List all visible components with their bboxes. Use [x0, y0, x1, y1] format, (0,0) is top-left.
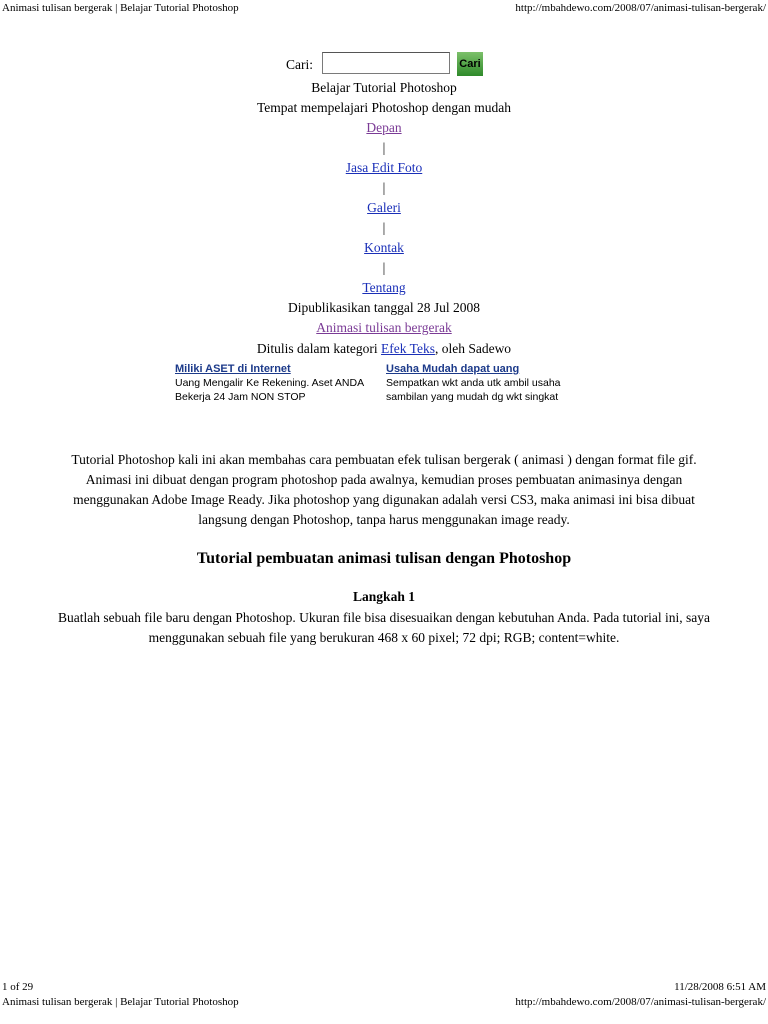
section-heading: Tutorial pembuatan animasi tulisan dengan Photoshop	[196, 550, 572, 567]
page-number: 1 of 29	[2, 981, 34, 993]
ad-text: Uang Mengalir Ke Rekening. Aset ANDA Bekerja 24 Jam NON STOP	[175, 377, 364, 403]
post-intro: Tutorial Photoshop kali ini akan membahas cara pembuatan efek tulisan bergerak ( animasi ) dengan format file gif. Animasi ini dibuat dengan program photoshop pada awalnya, kemudian proses pembuatan animasinya dengan menggunakan Adobe Image Ready. Jika photoshop yang digunakan adalah versi CS3, maka animasi ini bisa dibuat langsung dengan Photoshop, tanpa harus menggunakan image ready.	[71, 452, 697, 527]
search-form	[0, 52, 768, 78]
ad-text: Sempatkan wkt anda utk ambil usaha sambilan yang mudah dg wkt singkat	[386, 377, 561, 403]
search-button[interactable]: Cari	[457, 52, 483, 76]
nav-item-kontak	[0, 240, 768, 256]
post-byline	[0, 341, 768, 357]
site-tagline: Tempat mempelajari Photoshop dengan mudah	[257, 100, 511, 115]
post-title-link[interactable]: Animasi tulisan bergerak	[316, 320, 452, 335]
category-link[interactable]: Efek Teks	[381, 341, 435, 356]
author-suffix: , oleh Sadewo	[434, 341, 512, 356]
ad-title-link[interactable]: Miliki ASET di Internet	[175, 363, 291, 375]
nav-link-tentang[interactable]: Tentang	[362, 280, 406, 295]
nav-separator: |	[382, 140, 386, 155]
category-prefix: Ditulis dalam kategori	[256, 341, 378, 356]
post-published-date: Dipublikasikan tanggal 28 Jul 2008	[288, 300, 480, 315]
ad-unit	[175, 362, 375, 404]
search-label: Cari:	[286, 57, 313, 72]
ad-unit	[386, 362, 596, 404]
site-title: Belajar Tutorial Photoshop	[311, 80, 457, 95]
nav-link-kontak[interactable]: Kontak	[364, 240, 404, 255]
nav-link-jasa-edit-foto[interactable]: Jasa Edit Foto	[345, 160, 423, 175]
nav-item-tentang	[0, 280, 768, 296]
step-title: Langkah 1	[353, 589, 415, 604]
print-header-title: Animasi tulisan bergerak | Belajar Tutorial Photoshop	[2, 2, 239, 14]
nav-item-jasa-edit-foto	[0, 160, 768, 176]
nav-item-galeri	[0, 200, 768, 216]
nav-separator: |	[382, 260, 386, 275]
print-datetime: 11/28/2008 6:51 AM	[674, 981, 766, 993]
step-text: Buatlah sebuah file baru dengan Photoshop. Ukuran file bisa disesuaikan dengan kebutuhan Anda. Pada tutorial ini, saya menggunakan sebuah file yang berukuran 468 x 60 pixel; 72 dpi; RGB; content=white.	[58, 610, 710, 645]
print-footer-url: http://mbahdewo.com/2008/07/animasi-tulisan-bergerak/	[515, 996, 766, 1008]
nav-separator: |	[382, 180, 386, 195]
nav-separator: |	[382, 220, 386, 235]
nav-link-depan[interactable]: Depan	[366, 120, 402, 135]
nav-link-galeri[interactable]: Galeri	[367, 200, 401, 215]
search-input[interactable]	[322, 52, 450, 74]
print-header-url: http://mbahdewo.com/2008/07/animasi-tulisan-bergerak/	[515, 2, 766, 14]
print-footer-title: Animasi tulisan bergerak | Belajar Tutorial Photoshop	[2, 996, 239, 1008]
nav-item-depan	[0, 120, 768, 136]
ad-title-link[interactable]: Usaha Mudah dapat uang	[386, 363, 520, 375]
